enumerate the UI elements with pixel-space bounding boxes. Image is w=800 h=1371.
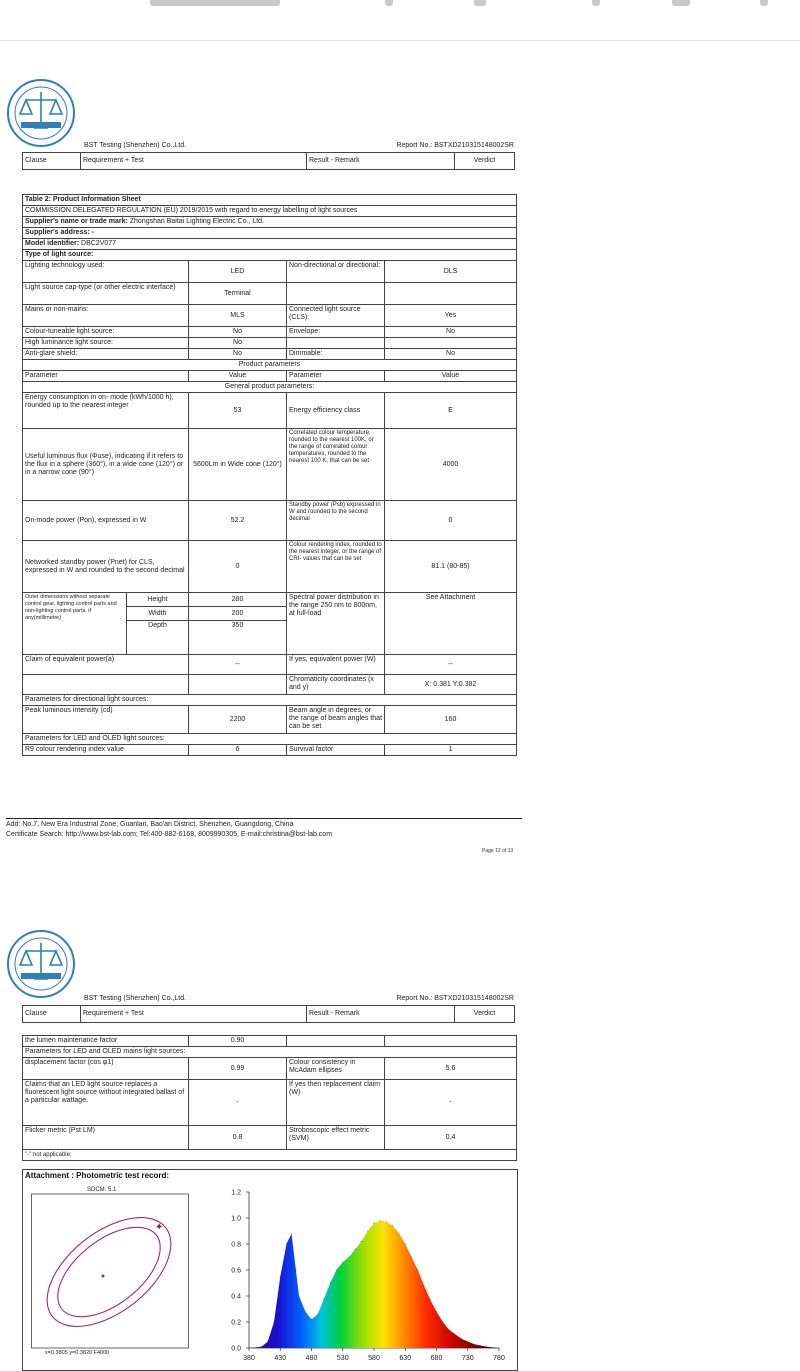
- table-cell: [287, 1036, 385, 1047]
- type-of-light-source: Type of light source:: [23, 250, 517, 261]
- table-cell: Standby power (Psb) expressed in W and rounded to the second decimal: [287, 501, 385, 541]
- x-tick-label: 480: [305, 1355, 318, 1362]
- x-tick-label: 680: [430, 1355, 443, 1362]
- attachment-title: Attachment : Photometric test record:: [25, 1171, 170, 1180]
- footer-rule: [6, 818, 522, 819]
- toolbar-icon[interactable]: [760, 0, 768, 6]
- table-cell: Lighting technology used:: [23, 261, 189, 283]
- spectrum-point: [474, 1344, 475, 1345]
- requirement-col: Requirement + Test: [81, 1006, 307, 1023]
- spectrum-point: [324, 1298, 325, 1299]
- spectrum-point: [386, 1222, 387, 1223]
- report-number: Report No.: BSTXD210315148002SR: [396, 995, 514, 1002]
- y-tick-label: 0.2: [231, 1319, 241, 1327]
- dim-height-value: 280: [189, 593, 287, 607]
- x-tick-label: 380: [243, 1355, 255, 1362]
- page-number: Page 12 of 13: [482, 848, 514, 854]
- directional-header: Parameters for directional light sources:: [23, 695, 517, 706]
- table-title: Table 2: Product Information Sheet: [23, 195, 517, 206]
- spectrum-point: [280, 1276, 281, 1277]
- clause-header-table: [22, 1005, 515, 1023]
- general-parameters-header: General product parameters:: [23, 382, 517, 393]
- spectrum-point: [374, 1223, 375, 1224]
- spectrum-point: [499, 1348, 500, 1349]
- dim-height-label: Height: [127, 593, 189, 607]
- table-cell: Colour-tuneable light source:: [23, 327, 189, 338]
- spectrum-point: [317, 1314, 318, 1315]
- center-point: [102, 1275, 105, 1278]
- table-cell: Terminal: [189, 283, 287, 305]
- table-cell: Colour consistency in McAdam ellipses: [287, 1058, 385, 1080]
- dim-depth-value: 350: [189, 621, 287, 655]
- table-cell: 0.4: [385, 1126, 517, 1150]
- regulation: COMMISSION DELEGATED REGULATION (EU) 2019/2015 with regard to energy labelling of light sources: [23, 206, 517, 217]
- led-mains-header: Parameters for LED and OLED mains light sources:: [23, 1047, 517, 1058]
- r9-label: R9 colour rendering index value: [23, 745, 189, 756]
- x-tick-label: 730: [461, 1355, 474, 1362]
- table-cell: [385, 1036, 517, 1047]
- spectrum-point: [399, 1233, 400, 1234]
- spectrum-point: [367, 1231, 368, 1232]
- toolbar-icon[interactable]: [672, 0, 690, 6]
- spectral-value: See Attachment: [385, 593, 517, 655]
- toolbar-icon[interactable]: [592, 0, 600, 6]
- footer-address: Add: No.7, New Era Industrial Zone, Guanlan, Bao'an District, Shenzhen, Guangdong, China: [6, 821, 294, 828]
- table-cell: Stroboscopic effect metric (SVM): [287, 1126, 385, 1150]
- led-oled-header: Parameters for LED and OLED light sources:: [23, 734, 517, 745]
- supplier-name-value: Zhongshan Baitai Lighting Electric Co., Ltd.: [129, 218, 265, 225]
- dim-width-label: Width: [127, 607, 189, 621]
- table-cell: No: [385, 349, 517, 360]
- supplier-name-label: Supplier's name or trade mark:: [25, 218, 128, 225]
- table-cell: 0: [189, 541, 287, 593]
- dim-width-value: 200: [189, 607, 287, 621]
- table-cell: MLS: [189, 305, 287, 327]
- chroma-label: Chromaticity coordinates (x and y): [287, 675, 385, 695]
- x-tick-label: 430: [274, 1355, 287, 1362]
- table-cell: 5.6: [385, 1058, 517, 1080]
- spectrum-point: [330, 1283, 331, 1284]
- table-cell: [287, 283, 385, 305]
- table-cell: Energy efficiency class: [287, 393, 385, 429]
- table-cell: Mains or non-mains:: [23, 305, 189, 327]
- spectrum-point: [249, 1348, 250, 1349]
- table-cell: 5600Lm in Wide cone (120°): [189, 429, 287, 501]
- table-cell: Connected light source (CLS):: [287, 305, 385, 327]
- spectrum-point: [355, 1249, 356, 1250]
- x-tick-label: 780: [493, 1355, 505, 1362]
- spectrum-point: [299, 1296, 300, 1297]
- table-cell: 0.8: [189, 1126, 287, 1150]
- ellipse-title: SDCM: 5.1: [87, 1187, 117, 1193]
- bst-seal-logo: [6, 78, 76, 148]
- table-cell: Flicker metric (Pst LM): [23, 1126, 189, 1150]
- spectral-label: Spectral power distribution in the range 250 nm to 800nm, at full-load: [287, 593, 385, 655]
- table-cell: [385, 283, 517, 305]
- y-tick-label: 0.6: [231, 1267, 241, 1275]
- value-head: Value: [189, 371, 287, 382]
- table-cell: Correlated colour temperature, rounded to the nearest 100K, or the range of correlated colour temperatures, rounded to the nearest 100 K, that can be set: [287, 429, 385, 501]
- spectrum-point: [430, 1300, 431, 1301]
- lumen-value: 0.90: [189, 1036, 287, 1047]
- table-cell: Envelope:: [287, 327, 385, 338]
- na-note: "-":not applicable;: [23, 1150, 517, 1161]
- y-tick-label: 0.0: [231, 1345, 241, 1353]
- parameter-head: Parameter: [287, 371, 385, 382]
- toolbar-icon[interactable]: [474, 0, 486, 6]
- claim-value: --: [189, 655, 287, 675]
- sdcm-ellipse-plot: [31, 1184, 189, 1356]
- spectrum-point: [336, 1270, 337, 1271]
- table-cell: 0.99: [189, 1058, 287, 1080]
- measured-point-marker: ✦: [155, 1222, 164, 1233]
- spectrum-point: [261, 1346, 262, 1347]
- table-cell: High luminance light source:: [23, 338, 189, 349]
- value-head: Value: [385, 371, 517, 382]
- spectrum-point: [342, 1262, 343, 1263]
- spectrum-point: [291, 1233, 292, 1234]
- spectrum-point: [305, 1311, 306, 1312]
- toolbar-tab[interactable]: [150, 0, 280, 6]
- table-cell: On-mode power (Pon), expressed in W: [23, 501, 189, 541]
- table-cell: 53: [189, 393, 287, 429]
- spectrum-point: [274, 1322, 275, 1323]
- model-identifier-value: DBC2V077: [81, 240, 117, 247]
- spectrum-area: [249, 1221, 499, 1348]
- result-col: Result - Remark: [307, 153, 455, 170]
- verdict-col: Verdict: [455, 1006, 515, 1023]
- spectrum-point: [349, 1257, 350, 1258]
- spectrum-point: [411, 1257, 412, 1258]
- peak-value: 2200: [189, 706, 287, 734]
- spectrum-point: [380, 1220, 381, 1221]
- clause-header-table: [22, 152, 515, 170]
- y-tick-label: 1.0: [231, 1215, 241, 1223]
- model-identifier-label: Model identifier:: [25, 240, 80, 247]
- lumen-label: the lumen maintenance factor: [23, 1036, 189, 1047]
- y-tick-label: 0.8: [231, 1241, 241, 1249]
- spectrum-point: [424, 1285, 425, 1286]
- toolbar-icon[interactable]: [385, 0, 393, 6]
- table-cell: If yes then replacement claim (W): [287, 1080, 385, 1126]
- led-mains-table: [22, 1035, 517, 1161]
- y-tick-label: 1.2: [231, 1189, 241, 1197]
- table-cell: Yes: [385, 305, 517, 327]
- outer-dimensions-label: Outer dimensions without separate control gear, lighting control parts and non-lighting control parts, if any(millimetre): [23, 593, 127, 655]
- table-cell: Energy consumption in on- mode (kWh/1000 h), rounded up to the nearest integer: [23, 393, 189, 429]
- dim-depth-label: Depth: [127, 621, 189, 655]
- x-tick-label: 530: [336, 1355, 349, 1362]
- table-cell: -: [385, 1080, 517, 1126]
- product-parameters-header: Product parameters: [23, 360, 517, 371]
- spectrum-point: [417, 1270, 418, 1271]
- product-information-table: [22, 194, 517, 756]
- clause-col: Clause: [23, 1006, 81, 1023]
- equiv-label: If yes, equivalent power (W): [287, 655, 385, 675]
- table-cell: No: [189, 338, 287, 349]
- ellipse-caption: x=0.3805 y=0.3820 F4000: [45, 1350, 110, 1356]
- spectrum-point: [286, 1244, 287, 1245]
- table-cell: Useful luminous flux (Φuse), indicating if it refers to the flux in a sphere (360°), in a wide cone (120°) or in a narrow cone (90°): [23, 429, 189, 501]
- survival-label: Survival factor: [287, 745, 385, 756]
- model-identifier-row: [23, 239, 517, 250]
- equiv-value: --: [385, 655, 517, 675]
- clause-col: Clause: [23, 153, 81, 170]
- spectrum-point: [267, 1341, 268, 1342]
- company-name: BST Testing (Shenzhen) Co.,Ltd.: [84, 142, 187, 149]
- spectrum-point: [486, 1346, 487, 1347]
- spectrum-point: [449, 1329, 450, 1330]
- table-cell: Light source cap-type (or other electric interface): [23, 283, 189, 305]
- table-cell: Anti-glare shield:: [23, 349, 189, 360]
- viewer-toolbar: [0, 0, 800, 41]
- table-cell: No: [189, 327, 287, 338]
- table-cell: DLS: [385, 261, 517, 283]
- report-number: Report No.: BSTXD210315148002SR: [396, 142, 514, 149]
- table-cell: Non-directional or directional:: [287, 261, 385, 283]
- beam-label: Beam angle in degrees, or the range of beam angles that can be set: [287, 706, 385, 734]
- bst-seal-logo: [6, 929, 76, 999]
- page-footer: [6, 820, 332, 840]
- requirement-col: Requirement + Test: [81, 153, 307, 170]
- table-cell: 4000: [385, 429, 517, 501]
- table-cell: 81.1 (80-85): [385, 541, 517, 593]
- spectrum-point: [405, 1244, 406, 1245]
- supplier-address: Supplier's address: -: [23, 228, 517, 239]
- spectrum-point: [296, 1270, 297, 1271]
- spectrum-point: [361, 1241, 362, 1242]
- supplier-name-row: [23, 217, 517, 228]
- footer-certificate: Certificate Search: http://www.bst-lab.com; Tel:400-882-6168, 8009990305, E-mail:christina@bst-lab.com: [6, 831, 333, 838]
- spectrum-point: [442, 1322, 443, 1323]
- table-cell: Colour rendering index, rounded to the nearest integer, or the range of CRI- values that can be set: [287, 541, 385, 593]
- table-cell: [23, 675, 189, 695]
- report-page-13: [0, 925, 530, 1365]
- table-cell: [287, 338, 385, 349]
- x-tick-label: 580: [368, 1355, 380, 1362]
- spectrum-point: [311, 1319, 312, 1320]
- peak-label: Peak luminous intensity (cd): [23, 706, 189, 734]
- table-cell: 0: [385, 501, 517, 541]
- table-cell: No: [189, 349, 287, 360]
- spectral-distribution-chart: [199, 1180, 515, 1368]
- company-name: BST Testing (Shenzhen) Co.,Ltd.: [84, 995, 187, 1002]
- table-cell: E: [385, 393, 517, 429]
- x-tick-label: 630: [399, 1355, 412, 1362]
- table-cell: [189, 675, 287, 695]
- survival-value: 1: [385, 745, 517, 756]
- spectrum-point: [436, 1311, 437, 1312]
- table-cell: Networked standby power (Pnet) for CLS, expressed in W and rounded to the second decimal: [23, 541, 189, 593]
- table-cell: Dimmable:: [287, 349, 385, 360]
- claim-label: Claim of equivalent power(a): [23, 655, 189, 675]
- photometric-attachment: [22, 1169, 518, 1371]
- table-cell: No: [385, 327, 517, 338]
- spectrum-point: [461, 1339, 462, 1340]
- table-cell: 52.2: [189, 501, 287, 541]
- table-cell: displacement factor (cos φ1): [23, 1058, 189, 1080]
- table-cell: LED: [189, 261, 287, 283]
- spectrum-point: [392, 1225, 393, 1226]
- report-page-12: [0, 72, 530, 862]
- table-cell: [385, 338, 517, 349]
- r9-value: 6: [189, 745, 287, 756]
- verdict-col: Verdict: [455, 153, 515, 170]
- result-col: Result - Remark: [307, 1006, 455, 1023]
- chroma-value: X: 0.381 Y:0.382: [385, 675, 517, 695]
- table-cell: Claims that an LED light source replaces a fluorescent light source without integrated ballast of a particular wattage.: [23, 1080, 189, 1126]
- beam-value: 160: [385, 706, 517, 734]
- y-tick-label: 0.4: [231, 1293, 241, 1301]
- table-cell: -: [189, 1080, 287, 1126]
- parameter-head: Parameter: [23, 371, 189, 382]
